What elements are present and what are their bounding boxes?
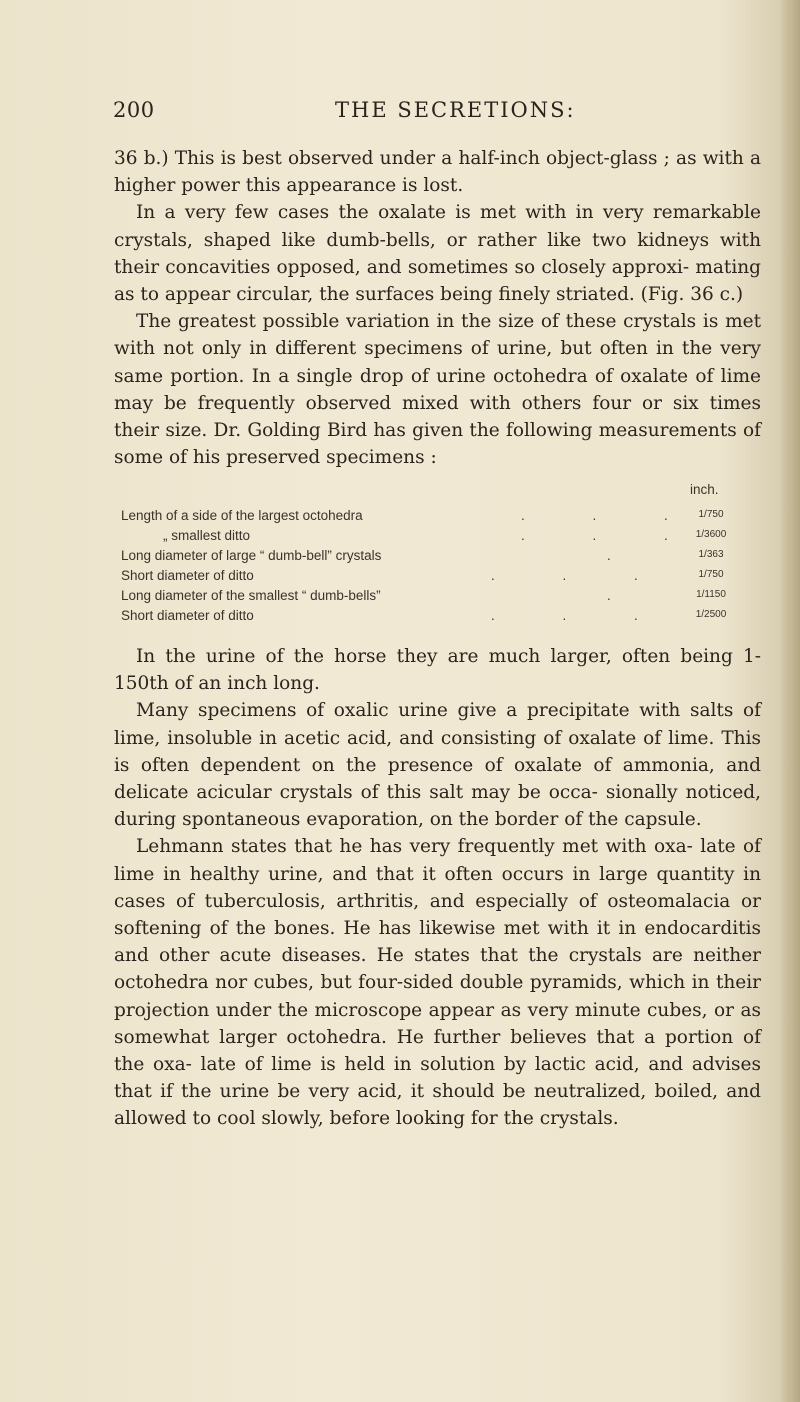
leader-dots: .	[607, 548, 611, 563]
body-text-top	[114, 145, 761, 471]
row-label: „ smallest ditto	[163, 528, 251, 543]
leader-dots: .	[607, 588, 611, 603]
row-label: Long diameter of large “ dumb-bell” crystals	[121, 548, 382, 563]
table-row	[121, 548, 761, 568]
paragraph-4: In the urine of the horse they are much larger, often being 1-150th of an inch long.	[114, 646, 761, 695]
leader-dots: . . .	[491, 568, 670, 583]
table-row	[121, 508, 761, 528]
table-row	[121, 608, 761, 628]
row-value: 1/363	[698, 549, 724, 560]
leader-dots: . . .	[521, 508, 700, 523]
paragraph-6: Lehmann states that he has very frequently met with oxa- late of lime in healthy urine, and that it often occurs in large quantity in cases of tuberculosis, arthritis, and especially of osteomalacia or softening of the bones. He has likewise met with it in endocarditis and other acute diseases. He states that the crystals are neither octohedra nor cubes, but four-sided double pyramids, which in their projection under the microscope appear as very minute cubes, or as somewhat larger octohedra. He further believes that a portion of the oxa- late of lime is held in solution by lactic acid, and advises that if the urine be very acid, it should be neutralized, boiled, and allowed to cool slowly, before looking for the crystals.	[114, 836, 761, 1130]
running-head: THE SECRETIONS:	[335, 98, 576, 122]
table-row	[121, 588, 761, 608]
row-label: Short diameter of ditto	[121, 568, 254, 583]
paragraph-5: Many specimens of oxalic urine give a precipitate with salts of lime, insoluble in acetic acid, and consisting of oxalate of lime. This is often dependent on the presence of oxalate of ammonia, and delicate acicular crystals of this salt may be occa- sionally noticed, during spontaneous evaporation, on the border of the capsule.	[114, 700, 761, 831]
row-label: Long diameter of the smallest “ dumb-bells”	[121, 588, 381, 603]
row-value: 1/750	[698, 569, 724, 580]
paragraph-2: In a very few cases the oxalate is met with in very remarkable crystals, shaped like dumb-bells, or rather like two kidneys with their concavities opposed, and sometimes so closely approxi- mating as to appear circular, the surfaces being finely striated. (Fig. 36 c.)	[114, 202, 761, 306]
paragraph-3: The greatest possible variation in the size of these crystals is met with not only in different specimens of urine, but often in the very same portion. In a single drop of urine octohedra of oxalate of lime may be frequently observed mixed with others four or six times their size. Dr. Golding Bird has given the following measurements of some of his preserved specimens :	[114, 311, 761, 469]
row-value: 1/3600	[695, 529, 727, 540]
page-edge-shadow	[780, 0, 800, 1402]
page-number: 200	[113, 98, 155, 122]
page-header	[113, 98, 753, 130]
paragraph-1: 36 b.) This is best observed under a half-inch object-glass ; as with a higher power this appearance is lost.	[114, 148, 761, 197]
leader-dots: . . .	[491, 608, 670, 623]
table-row	[121, 528, 761, 548]
body-text-bottom	[114, 643, 761, 1133]
unit-heading: inch.	[690, 482, 719, 497]
row-value: 1/1150	[696, 589, 726, 600]
row-value: 1/750	[698, 509, 724, 520]
row-label: Length of a side of the largest octohedra	[121, 508, 363, 523]
leader-dots: . . .	[521, 528, 700, 543]
row-label: Short diameter of ditto	[121, 608, 254, 623]
table-row	[121, 568, 761, 588]
row-value: 1/2500	[695, 609, 727, 620]
